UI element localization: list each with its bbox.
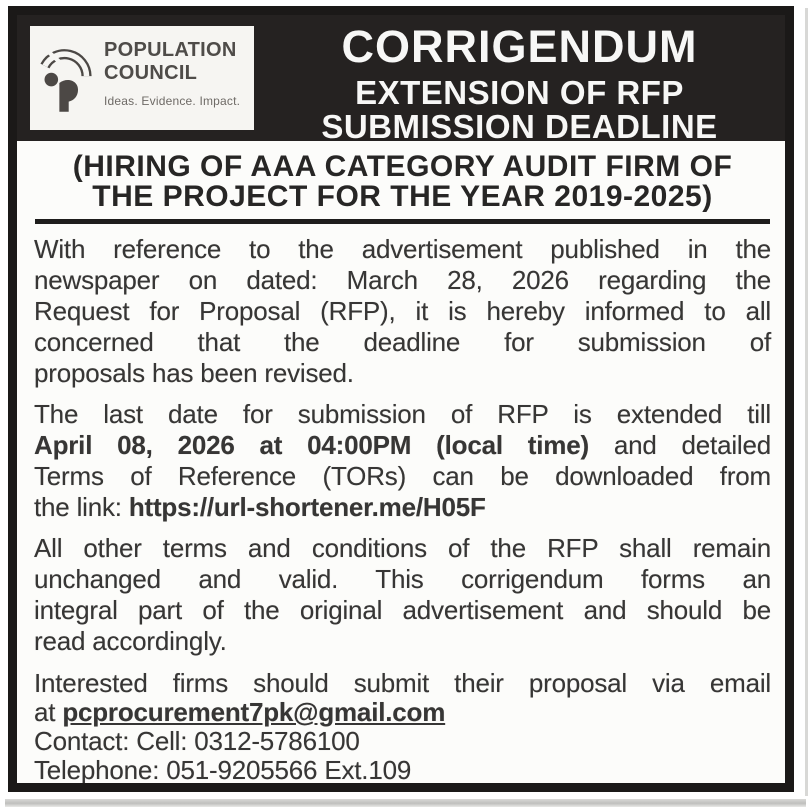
text-segment: concerned that the deadline for submission of (34, 327, 771, 357)
scan-artifact-bottom (5, 799, 806, 807)
text-line (34, 430, 771, 461)
text-segment: newspaper on dated: March 28, 2026 regarding the (34, 265, 771, 295)
text-line (34, 265, 771, 296)
text-line (34, 461, 771, 492)
contact-block (34, 669, 771, 785)
text-segment: Interested firms should submit their proposal via email (34, 668, 771, 698)
text-segment: the link: (34, 492, 129, 522)
notice-heading (34, 152, 771, 212)
heading-line2: THE PROJECT FOR THE YEAR 2019-2025) (92, 180, 713, 213)
tor-download-url: https://url-shortener.me/H05F (128, 492, 486, 522)
paragraph-terms (34, 533, 771, 657)
telephone-number: Telephone: 051-9205566 Ext.109 (34, 755, 412, 785)
text-line (34, 626, 771, 657)
text-line (34, 296, 771, 327)
header-band (17, 15, 785, 145)
text-segment: unchanged and valid. This corrigendum forms an (34, 564, 771, 594)
text-line (34, 564, 771, 595)
org-name-line1: POPULATION (104, 39, 237, 61)
notice-body (17, 141, 785, 785)
corrigendum-advertisement (8, 6, 794, 792)
text-segment: Request for Proposal (RFP), it is hereby informed to all (34, 296, 771, 326)
subtitle-line2: SUBMISSION DEADLINE (321, 108, 718, 145)
email-address: pcprocurement7pk@gmail.com (62, 697, 446, 727)
text-line (34, 595, 771, 626)
text-line (34, 727, 771, 756)
text-segment: With reference to the advertisement published in the (34, 234, 771, 264)
paragraph-extension (34, 399, 771, 523)
text-segment: integral part of the original advertisement and should be (34, 595, 771, 625)
text-segment: and detailed (588, 430, 771, 460)
population-council-logo (30, 26, 254, 130)
text-line (34, 327, 771, 358)
text-line (34, 669, 771, 698)
header-titles (254, 15, 785, 144)
subtitle-line1: EXTENSION OF RFP (355, 74, 684, 111)
logo-text (104, 34, 240, 122)
population-council-logo-icon (39, 34, 95, 120)
text-segment: All other terms and conditions of the RFP shall remain (34, 533, 771, 563)
text-line (34, 492, 771, 523)
text-segment: Terms of Reference (TORs) can be downloaded from (34, 461, 771, 491)
org-tagline: Ideas. Evidence. Impact. (104, 94, 241, 108)
text-line (34, 698, 771, 727)
cell-number: Contact: Cell: 0312-5786100 (34, 726, 360, 756)
divider-rule (35, 219, 770, 224)
text-line (34, 533, 771, 564)
org-name-line2: COUNCIL (104, 62, 198, 84)
extended-deadline: April 08, 2026 at 04:00PM (local time) (34, 430, 589, 460)
scan-artifact-right (805, 8, 808, 796)
text-segment: read accordingly. (34, 626, 227, 656)
text-line (34, 399, 771, 430)
corrigendum-title: CORRIGENDUM (341, 21, 698, 72)
text-line (34, 358, 771, 389)
text-segment: proposals has been revised. (34, 358, 354, 388)
heading-line1: (HIRING OF AAA CATEGORY AUDIT FIRM OF (72, 150, 733, 183)
text-line (34, 756, 771, 785)
text-line (34, 234, 771, 265)
text-segment: The last date for submission of RFP is extended till (34, 399, 771, 429)
text-segment: at (34, 697, 63, 727)
paragraph-reference (34, 234, 771, 389)
